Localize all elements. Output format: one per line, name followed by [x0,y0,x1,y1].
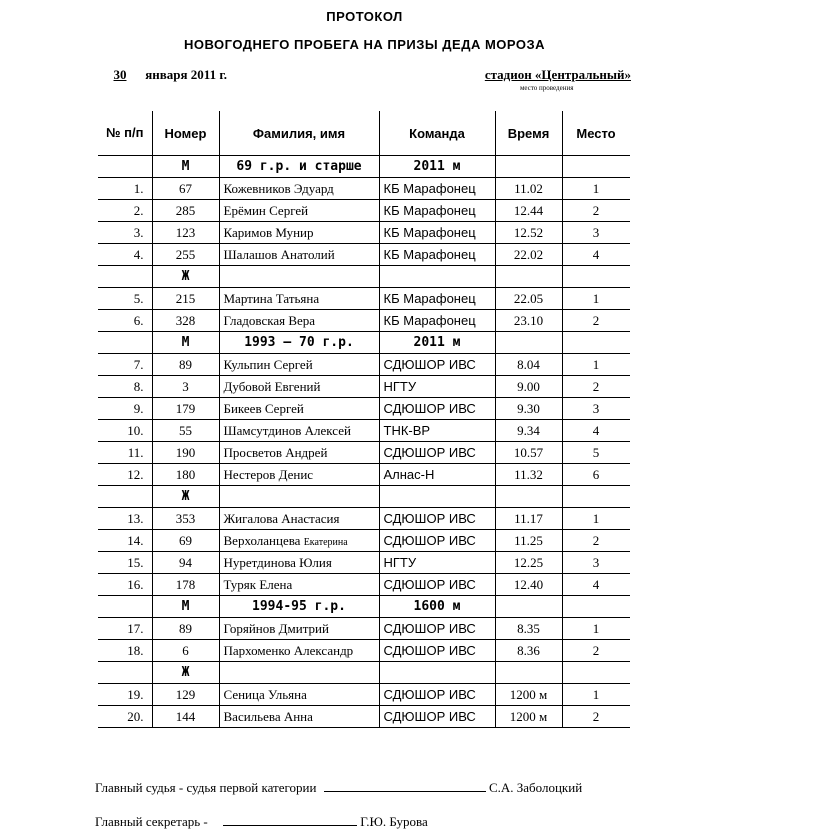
athlete-name-text: Нуретдинова Юлия [223,554,332,570]
place: 2 [562,200,630,222]
athlete-name [219,684,379,706]
row-number: 1. [98,178,152,200]
athlete-name [219,354,379,376]
athlete-name-text: Кожевников Эдуард [223,180,334,196]
place: 3 [562,552,630,574]
bib-number: 89 [152,354,219,376]
row-number: 3. [98,222,152,244]
row-number: 6. [98,310,152,332]
athlete-name-text: Васильева Анна [223,708,313,724]
row-number: 8. [98,376,152,398]
group-row [98,266,630,288]
row-number: 20. [98,706,152,728]
place: 2 [562,310,630,332]
place: 5 [562,442,630,464]
table-row [98,310,630,332]
group-gender: Ж [152,662,219,684]
empty-cell [562,332,630,354]
bib-number: 67 [152,178,219,200]
bib-number: 144 [152,706,219,728]
finish-time: 8.36 [495,640,562,662]
group-distance: 2011 м [379,332,495,354]
row-number: 4. [98,244,152,266]
finish-time: 22.02 [495,244,562,266]
header-cell: Место [562,111,630,156]
finish-time: 12.40 [495,574,562,596]
athlete-name [219,222,379,244]
empty-cell [98,332,152,354]
group-age [219,662,379,684]
finish-time: 22.05 [495,288,562,310]
finish-time: 12.52 [495,222,562,244]
row-number: 16. [98,574,152,596]
bib-number: 94 [152,552,219,574]
chief-judge-label: Главный судья - судья первой категории [95,780,317,795]
place: 4 [562,244,630,266]
place: 2 [562,640,630,662]
row-number: 13. [98,508,152,530]
empty-cell [495,486,562,508]
chief-judge-line [95,779,582,796]
empty-cell [98,156,152,178]
table-row [98,200,630,222]
venue-note: место проведения [520,84,574,92]
header-cell: Фамилия, имя [219,111,379,156]
team-name: СДЮШОР ИВС [379,618,495,640]
bib-number: 3 [152,376,219,398]
table-row [98,398,630,420]
signature-line [324,779,486,792]
group-gender: Ж [152,486,219,508]
place: 3 [562,398,630,420]
empty-cell [495,596,562,618]
finish-time: 10.57 [495,442,562,464]
row-number: 10. [98,420,152,442]
empty-cell [495,266,562,288]
group-distance [379,266,495,288]
row-number: 18. [98,640,152,662]
finish-time: 9.34 [495,420,562,442]
place: 1 [562,684,630,706]
bib-number: 215 [152,288,219,310]
athlete-name-text: Гладовская Вера [223,312,316,328]
athlete-name [219,398,379,420]
athlete-name [219,640,379,662]
athlete-name-text: Сеница Ульяна [223,686,307,702]
finish-time: 12.44 [495,200,562,222]
team-name: СДЮШОР ИВС [379,574,495,596]
team-name: ТНК-ВР [379,420,495,442]
row-number: 19. [98,684,152,706]
bib-number: 328 [152,310,219,332]
empty-cell [495,662,562,684]
empty-cell [562,596,630,618]
empty-cell [98,266,152,288]
athlete-name [219,706,379,728]
athlete-name [219,464,379,486]
results-table [98,111,630,728]
table-row [98,442,630,464]
athlete-name-text: Туряк Елена [223,576,293,592]
table-row [98,288,630,310]
place: 4 [562,574,630,596]
team-name: КБ Марафонец [379,310,495,332]
chief-secretary-line [95,813,428,830]
header-cell: Время [495,111,562,156]
table-row [98,530,630,552]
athlete-name-text: Каримов Мунир [223,224,314,240]
team-name: СДЮШОР ИВС [379,640,495,662]
table-row [98,376,630,398]
table-row [98,464,630,486]
finish-time: 11.17 [495,508,562,530]
table-row [98,640,630,662]
finish-time: 11.32 [495,464,562,486]
row-number: 11. [98,442,152,464]
athlete-name [219,530,379,552]
place: 6 [562,464,630,486]
row-number: 17. [98,618,152,640]
group-row [98,332,630,354]
team-name: НГТУ [379,376,495,398]
group-row [98,156,630,178]
group-gender: М [152,332,219,354]
place: 1 [562,354,630,376]
athlete-name [219,310,379,332]
row-number: 14. [98,530,152,552]
team-name: Алнас-Н [379,464,495,486]
table-header-row [98,111,630,156]
table-row [98,354,630,376]
team-name: СДЮШОР ИВС [379,530,495,552]
finish-time: 9.30 [495,398,562,420]
bib-number: 190 [152,442,219,464]
bib-number: 6 [152,640,219,662]
group-row [98,596,630,618]
row-number: 9. [98,398,152,420]
empty-cell [562,156,630,178]
finish-time: 8.04 [495,354,562,376]
group-row [98,662,630,684]
bib-number: 69 [152,530,219,552]
place: 2 [562,706,630,728]
empty-cell [98,486,152,508]
header-cell: Номер [152,111,219,156]
group-gender: Ж [152,266,219,288]
finish-time: 8.35 [495,618,562,640]
athlete-name-text: Нестеров Денис [223,466,314,482]
table-row [98,552,630,574]
athlete-name [219,178,379,200]
athlete-name-text: Кульпин Сергей [223,356,313,372]
group-distance: 1600 м [379,596,495,618]
table-row [98,618,630,640]
group-age: 1994-95 г.р. [219,596,379,618]
athlete-name [219,574,379,596]
table-row [98,684,630,706]
team-name: КБ Марафонец [379,200,495,222]
finish-time: 23.10 [495,310,562,332]
place: 2 [562,530,630,552]
team-name: КБ Марафонец [379,222,495,244]
bib-number: 353 [152,508,219,530]
place: 1 [562,618,630,640]
team-name: КБ Марафонец [379,288,495,310]
finish-time: 1200 м [495,706,562,728]
finish-time: 9.00 [495,376,562,398]
finish-time: 11.02 [495,178,562,200]
athlete-name-text: Пархоменко Александр [223,642,354,658]
empty-cell [562,662,630,684]
empty-cell [98,596,152,618]
place: 2 [562,376,630,398]
athlete-name-text: Ерёмин Сергей [223,202,309,218]
place: 1 [562,508,630,530]
table-row [98,574,630,596]
row-number: 2. [98,200,152,222]
athlete-name [219,442,379,464]
athlete-name [219,508,379,530]
athlete-name-text: Жигалова Анастасия [223,510,340,526]
group-row [98,486,630,508]
empty-cell [495,156,562,178]
document-title: ПРОТОКОЛ [326,9,403,24]
team-name: КБ Марафонец [379,244,495,266]
signature-line [223,813,357,826]
athlete-name [219,200,379,222]
athlete-name-text: Бикеев Сергей [223,400,304,416]
table-row [98,508,630,530]
row-number: 5. [98,288,152,310]
athlete-name-text: Дубовой Евгений [223,378,321,394]
empty-cell [495,332,562,354]
bib-number: 123 [152,222,219,244]
athlete-name-extra: Екатерина [303,536,348,548]
empty-cell [562,266,630,288]
bib-number: 255 [152,244,219,266]
table-row [98,222,630,244]
bib-number: 55 [152,420,219,442]
athlete-name [219,376,379,398]
place: 4 [562,420,630,442]
row-number: 7. [98,354,152,376]
chief-secretary-name: Г.Ю. Бурова [360,814,428,829]
group-age [219,486,379,508]
team-name: НГТУ [379,552,495,574]
group-distance [379,662,495,684]
bib-number: 178 [152,574,219,596]
athlete-name-text: Просветов Андрей [223,444,328,460]
bib-number: 285 [152,200,219,222]
event-month-year: января 2011 г. [145,67,228,82]
group-age [219,266,379,288]
table-row [98,706,630,728]
place: 3 [562,222,630,244]
athlete-name-text: Шамсутдинов Алексей [223,422,351,438]
place: 1 [562,288,630,310]
row-number: 12. [98,464,152,486]
place: 1 [562,178,630,200]
chief-judge-name: С.А. Заболоцкий [488,780,583,795]
bib-number: 179 [152,398,219,420]
table-row [98,420,630,442]
team-name: СДЮШОР ИВС [379,706,495,728]
athlete-name [219,552,379,574]
athlete-name-text: Шалашов Анатолий [223,246,335,262]
athlete-name-text: Горяйнов Дмитрий [223,620,329,636]
team-name: СДЮШОР ИВС [379,398,495,420]
bib-number: 89 [152,618,219,640]
empty-cell [562,486,630,508]
group-gender: М [152,156,219,178]
event-date [98,67,227,83]
group-gender: М [152,596,219,618]
athlete-name [219,288,379,310]
group-distance: 2011 м [379,156,495,178]
finish-time: 1200 м [495,684,562,706]
bib-number: 129 [152,684,219,706]
row-number: 15. [98,552,152,574]
event-venue: стадион «Центральный» [484,67,631,82]
header-cell: № п/п [98,111,152,156]
team-name: СДЮШОР ИВС [379,354,495,376]
team-name: СДЮШОР ИВС [379,508,495,530]
team-name: СДЮШОР ИВС [379,684,495,706]
table-row [98,244,630,266]
event-day: 30 [113,67,127,82]
athlete-name [219,618,379,640]
bib-number: 180 [152,464,219,486]
team-name: СДЮШОР ИВС [379,442,495,464]
chief-secretary-label: Главный секретарь - [95,814,208,829]
athlete-name-text: Мартина Татьяна [223,290,320,306]
athlete-name [219,420,379,442]
header-cell: Команда [379,111,495,156]
team-name: КБ Марафонец [379,178,495,200]
table-row [98,178,630,200]
athlete-name [219,244,379,266]
group-distance [379,486,495,508]
document-subtitle: НОВОГОДНЕГО ПРОБЕГА НА ПРИЗЫ ДЕДА МОРОЗА [183,37,546,52]
group-age: 1993 – 70 г.р. [219,332,379,354]
empty-cell [98,662,152,684]
finish-time: 11.25 [495,530,562,552]
athlete-name-text: Верхоланцева [223,532,301,548]
group-age: 69 г.р. и старше [219,156,379,178]
finish-time: 12.25 [495,552,562,574]
